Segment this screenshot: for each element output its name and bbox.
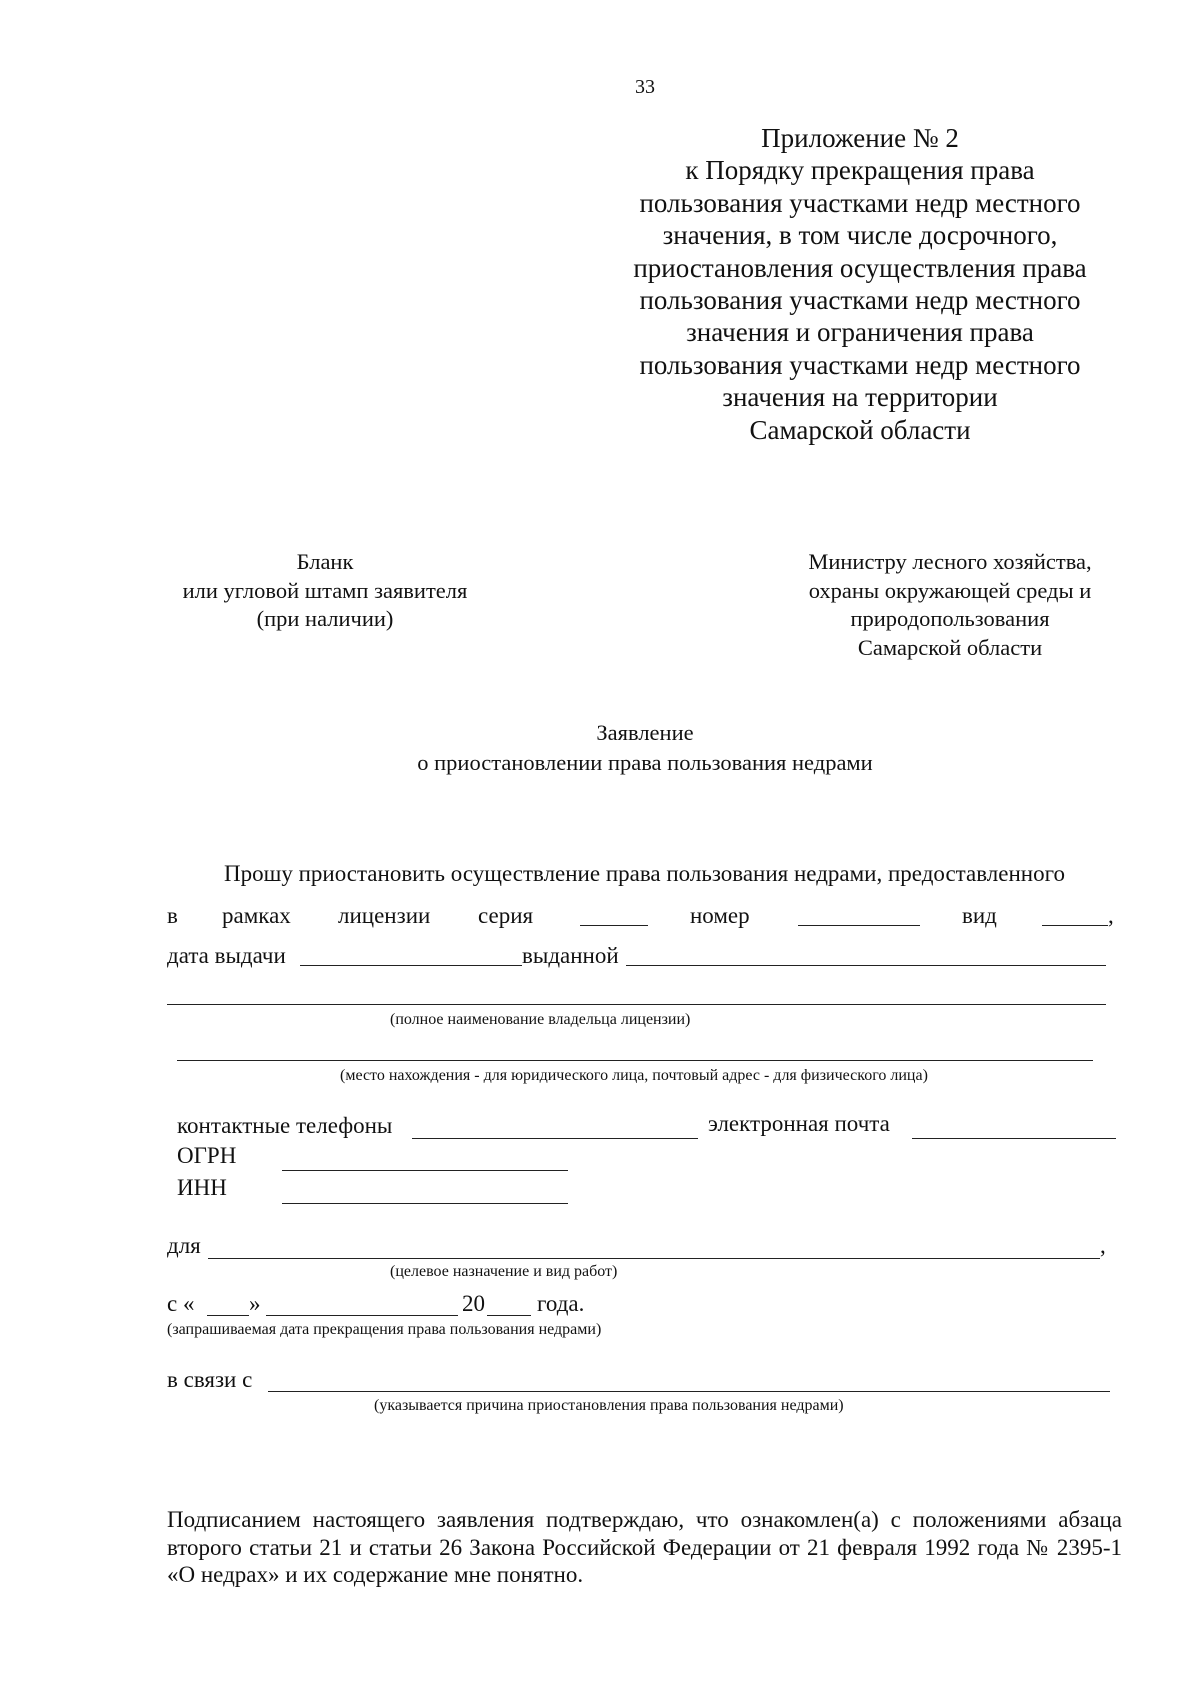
owner-name-caption: (полное наименование владельца лицензии) — [390, 1011, 691, 1028]
license-word-ramkah: рамках — [222, 903, 291, 928]
appendix-line: к Порядку прекращения права — [685, 155, 1035, 186]
appendix-line: значения, в том числе досрочного, — [662, 220, 1058, 251]
statement-title-subject: о приостановлении права пользования недрами — [417, 750, 873, 775]
date-caption: (запрашиваемая дата прекращения права пользования недрами) — [167, 1321, 602, 1338]
appendix-line: приостановления осуществления права — [633, 252, 1087, 283]
location-caption: (место нахождения - для юридического лица, почтовый адрес - для физического лица) — [340, 1067, 928, 1084]
issue-date-label: дата выдачи — [167, 943, 286, 968]
email-field[interactable] — [912, 1138, 1116, 1139]
ogrn-field[interactable] — [282, 1170, 568, 1171]
purpose-comma: , — [1100, 1233, 1106, 1258]
stamp-line: (при наличии) — [256, 606, 394, 631]
appendix-line: значения и ограничения права — [686, 317, 1034, 348]
reason-field[interactable] — [268, 1391, 1110, 1392]
owner-name-field[interactable] — [167, 1004, 1106, 1005]
addressee-block — [760, 548, 1140, 662]
purpose-field[interactable] — [208, 1258, 1100, 1259]
license-word-license: лицензии — [338, 903, 431, 928]
inn-field[interactable] — [282, 1203, 568, 1204]
request-text: Прошу приостановить осуществление права пользования недрами, предоставленного — [224, 861, 1065, 886]
ogrn-label: ОГРН — [177, 1143, 237, 1168]
inn-label: ИНН — [177, 1175, 227, 1200]
addressee-line: Министру лесного хозяйства, — [808, 549, 1092, 574]
confirmation-paragraph: Подписанием настоящего заявления подтверждаю, что ознакомлен(а) с положениями абзаца второго статьи 21 и статьи 26 Закона Российской Федерации от 21 февраля 1992 года № 2395-1 «О недрах» и их содержание мне понятно. — [167, 1507, 1122, 1587]
license-series-label: серия — [478, 903, 534, 928]
license-number-field[interactable] — [798, 925, 920, 926]
date-day-field[interactable] — [207, 1315, 249, 1316]
appendix-line: значения на территории — [722, 382, 998, 413]
email-label: электронная почта — [708, 1111, 890, 1136]
reason-caption: (указывается причина приостановления права пользования недрами) — [374, 1397, 844, 1414]
date-month-field[interactable] — [266, 1315, 458, 1316]
date-quote-close: » — [249, 1291, 261, 1316]
stamp-line: или угловой штамп заявителя — [182, 577, 468, 603]
reason-label: в связи с — [167, 1367, 253, 1392]
license-row-comma: , — [1108, 903, 1114, 928]
appendix-line: пользования участками недр местного — [639, 285, 1081, 316]
date-prefix: с « — [167, 1291, 195, 1316]
page-number: 33 — [635, 76, 655, 98]
purpose-caption: (целевое назначение и вид работ) — [390, 1263, 618, 1280]
statement-title — [0, 718, 1200, 778]
appendix-line: пользования участками недр местного — [639, 187, 1081, 218]
license-number-label: номер — [690, 903, 750, 928]
date-year-field[interactable] — [487, 1315, 531, 1316]
phones-label: контактные телефоны — [177, 1113, 393, 1138]
addressee-line: охраны окружающей среды и — [808, 577, 1092, 603]
appendix-header — [600, 122, 1120, 446]
issued-by-field[interactable] — [626, 965, 1106, 966]
addressee-line: Самарской области — [857, 634, 1043, 660]
license-type-label: вид — [962, 903, 997, 928]
date-year-suffix: года. — [537, 1291, 585, 1316]
addressee-line: природопользования — [850, 606, 1050, 631]
purpose-label: для — [167, 1233, 201, 1258]
applicant-stamp-block — [150, 548, 500, 634]
issued-by-label: выданной — [522, 943, 619, 968]
stamp-line: Бланк — [296, 549, 354, 574]
license-series-field[interactable] — [580, 925, 648, 926]
appendix-line: пользования участками недр местного — [639, 349, 1081, 380]
location-field[interactable] — [177, 1060, 1093, 1061]
license-type-field[interactable] — [1042, 925, 1108, 926]
date-year-prefix: 20 — [462, 1291, 485, 1316]
license-word-in: в — [167, 903, 178, 928]
appendix-line: Приложение № 2 — [761, 123, 959, 153]
phones-field[interactable] — [412, 1138, 698, 1139]
statement-title-main: Заявление — [596, 720, 694, 745]
issue-date-field[interactable] — [300, 965, 522, 966]
appendix-line: Самарской области — [749, 414, 971, 445]
